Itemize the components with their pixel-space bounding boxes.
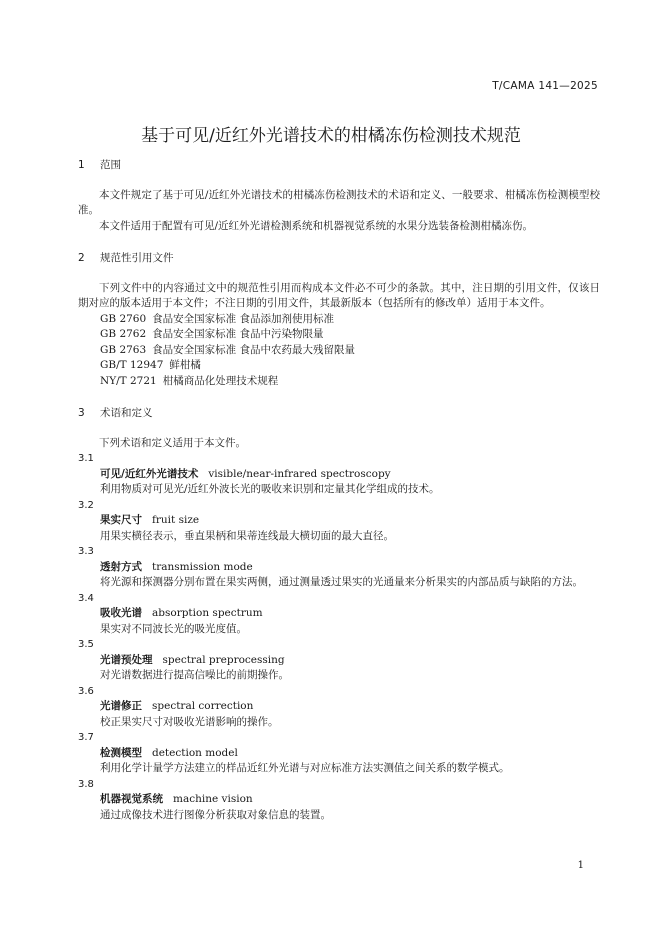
term-definition: 将光源和探测器分别布置在果实两侧，通过测量透过果实的光通量来分析果实的内部品质与缺陷的方法。 (100, 576, 583, 588)
term-name-zh: 吸收光谱 (100, 607, 142, 619)
reference-code: GB 2762 (100, 328, 147, 340)
reference-title: 鲜柑橘 (169, 359, 201, 371)
page-number: 1 (577, 860, 584, 871)
term-name-en: machine vision (173, 793, 253, 805)
term-number: 3.8 (78, 778, 94, 790)
reference-code: GB/T 12947 (100, 359, 164, 371)
term-number: 3.6 (78, 685, 94, 697)
term-name-en: detection model (152, 746, 238, 759)
term-number: 3.2 (78, 499, 94, 511)
term-definition: 通过成像技术进行图像分析获取对象信息的装置。 (100, 808, 331, 821)
section-number: 1 (78, 159, 85, 171)
term-name-zh: 检测模型 (100, 746, 142, 759)
reference-code: GB 2763 (100, 343, 147, 356)
term-name (78, 467, 600, 483)
term-number: 3.1 (78, 453, 94, 464)
term-name (78, 792, 600, 808)
term-name (78, 513, 600, 529)
scope-paragraph: 本文件适用于配置有可见/近红外光谱检测系统和机器视觉系统的水果分选装备检测柑橘冻伤。 (99, 219, 534, 232)
term-definition: 对光谱数据进行提高信噪比的前期操作。 (100, 669, 289, 681)
section-number: 2 (78, 252, 85, 264)
section-title: 范围 (100, 159, 121, 171)
term-name-zh: 透射方式 (100, 560, 142, 573)
term-list (78, 451, 600, 823)
section-number: 3 (78, 407, 85, 419)
term-number: 3.3 (78, 546, 94, 557)
term-number: 3.5 (78, 639, 94, 650)
term-name-en: absorption spectrum (152, 607, 263, 619)
term-definition: 利用化学计量学方法建立的样品近红外光谱与对应标准方法实测值之间关系的数学模式。 (100, 762, 510, 774)
term-definition: 用果实横径表示，垂直果柄和果蒂连线最大横切面的最大直径。 (100, 529, 394, 542)
section-heading-terms (78, 406, 600, 422)
reference-list (78, 312, 600, 390)
term-definition: 利用物质对可见光/近红外波长光的吸收来识别和定量其化学组成的技术。 (100, 483, 440, 495)
reference-item (78, 312, 600, 328)
reference-title: 柑橘商品化处理技术规程 (162, 374, 279, 387)
term-definition: 果实对不同波长光的吸光度值。 (100, 622, 247, 635)
reference-code: GB 2760 (100, 312, 147, 325)
document-body (78, 158, 600, 823)
reference-title: 食品安全国家标准 食品添加剂使用标准 (152, 312, 335, 325)
document-title: 基于可见/近红外光谱技术的柑橘冻伤检测技术规范 (141, 126, 521, 146)
term-name (78, 606, 600, 622)
term-name-en: fruit size (152, 514, 200, 526)
section-title: 规范性引用文件 (100, 252, 174, 264)
term-number: 3.7 (78, 732, 94, 743)
reference-item (78, 358, 600, 374)
reference-item (78, 343, 600, 359)
reference-item (78, 374, 600, 390)
term-name-en: spectral correction (152, 700, 254, 712)
term-name-zh: 机器视觉系统 (100, 793, 163, 805)
term-name-en: visible/near-infrared spectroscopy (208, 467, 391, 480)
term-name-zh: 光谱修正 (100, 700, 142, 712)
term-name-zh: 可见/近红外光谱技术 (100, 467, 199, 480)
term-name (78, 560, 600, 576)
term-name-en: transmission mode (152, 560, 253, 573)
term-name-zh: 果实尺寸 (100, 514, 142, 526)
reference-code: NY/T 2721 (100, 374, 157, 387)
term-name (78, 653, 600, 669)
reference-title: 食品安全国家标准 食品中污染物限量 (152, 328, 324, 340)
standard-code: T/CAMA 141—2025 (492, 80, 598, 92)
term-number: 3.4 (78, 592, 94, 604)
terms-intro: 下列术语和定义适用于本文件。 (99, 436, 246, 449)
section-title: 术语和定义 (100, 407, 153, 419)
scope-paragraph: 本文件规定了基于可见/近红外光谱技术的柑橘冻伤检测技术的术语和定义、一般要求、柑橘冻伤检测模型校准。 (78, 188, 600, 216)
section-heading-scope (78, 158, 600, 174)
term-definition: 校正果实尺寸对吸收光谱影响的操作。 (100, 715, 279, 728)
section-heading-normative (78, 251, 600, 267)
reference-title: 食品安全国家标准 食品中农药最大残留限量 (152, 343, 356, 356)
term-name (78, 699, 600, 715)
term-name-en: spectral preprocessing (162, 653, 285, 666)
reference-item (78, 327, 600, 343)
term-name-zh: 光谱预处理 (100, 653, 153, 666)
normative-intro: 下列文件中的内容通过文中的规范性引用而构成本文件必不可少的条款。其中，注日期的引用文件，仅该日期对应的版本适用于本文件；不注日期的引用文件，其最新版本（包括所有的修改单）适用于本文件。 (78, 281, 600, 309)
term-name (78, 746, 600, 762)
